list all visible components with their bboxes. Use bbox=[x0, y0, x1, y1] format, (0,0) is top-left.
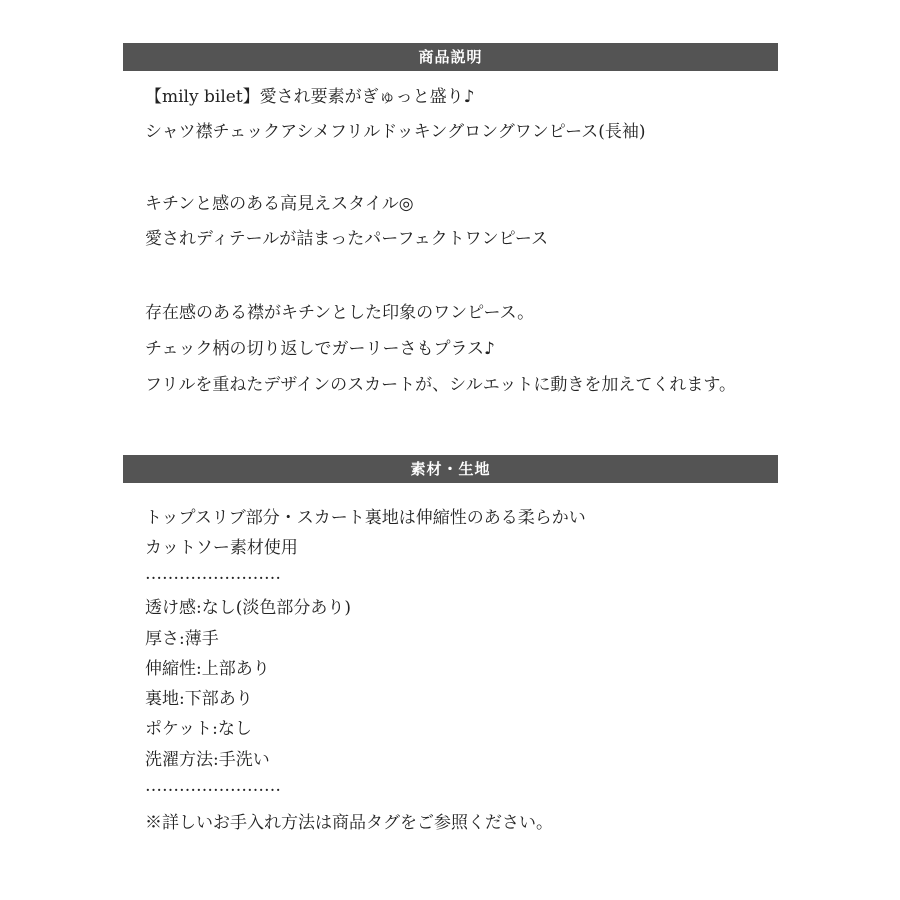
description-line-4: 愛されディテールが詰まったパーフェクトワンピース bbox=[145, 229, 549, 249]
material-care-note: ※詳しいお手入れ方法は商品タグをご参照ください。 bbox=[145, 813, 553, 833]
material-line-2: カットソー素材使用 bbox=[145, 538, 298, 558]
description-line-3: キチンと感のある高見えスタイル◎ bbox=[145, 194, 414, 214]
description-line-6: チェック柄の切り返しでガーリーさもプラス♪ bbox=[145, 339, 495, 359]
description-line-7: フリルを重ねたデザインのスカートが、シルエットに動きを加えてくれます。 bbox=[145, 375, 737, 395]
material-line-1: トップスリブ部分・スカート裏地は伸縮性のある柔らかい bbox=[145, 508, 586, 528]
material-line-lining: 裏地:下部あり bbox=[145, 689, 253, 709]
material-divider-1: …………………… bbox=[145, 564, 281, 584]
description-line-1: 【mily bilet】愛され要素がぎゅっと盛り♪ bbox=[145, 87, 475, 107]
material-line-transparency: 透け感:なし(淡色部分あり) bbox=[145, 598, 351, 618]
material-line-stretch: 伸縮性:上部あり bbox=[145, 659, 270, 679]
material-divider-2: …………………… bbox=[145, 776, 281, 796]
material-line-thickness: 厚さ:薄手 bbox=[145, 629, 219, 649]
section-header-description: 商品説明 bbox=[123, 43, 778, 71]
material-line-washing: 洗濯方法:手洗い bbox=[145, 750, 270, 770]
material-line-pocket: ポケット:なし bbox=[145, 719, 252, 739]
description-line-2: シャツ襟チェックアシメフリルドッキングロングワンピース(長袖) bbox=[145, 122, 646, 142]
description-line-5: 存在感のある襟がキチンとした印象のワンピース。 bbox=[145, 303, 535, 323]
section-header-material: 素材・生地 bbox=[123, 455, 778, 483]
